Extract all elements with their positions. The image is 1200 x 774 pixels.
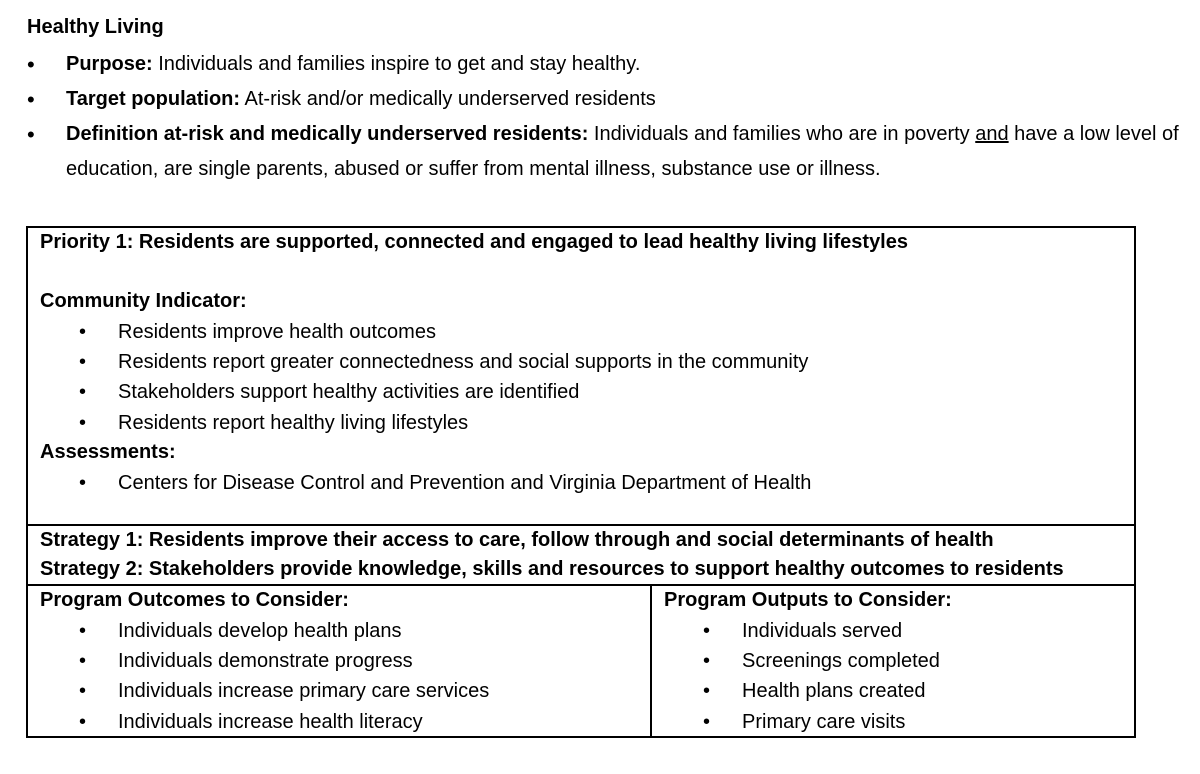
list-item: • Centers for Disease Control and Prevention and Virginia Department of Health [28,468,811,498]
program-section [28,586,1134,738]
community-indicator-list [28,317,808,438]
priority-title: Priority 1: Residents are supported, connected and engaged to lead healthy living lifestyles [40,231,908,253]
program-outputs-list [652,616,940,737]
intro-item-purpose [27,47,1197,82]
intro-text: At-risk and/or medically underserved residents [240,88,656,110]
list-item: • Residents report healthy living lifestyles [28,408,808,438]
intro-underlined-word: and [975,123,1009,145]
strategy-2: Strategy 2: Stakeholders provide knowledge, skills and resources to support healthy outcomes to residents [40,558,1064,580]
program-outcomes-column [28,586,652,738]
list-item: • Primary care visits [652,707,940,737]
intro-item-definition [27,117,1197,187]
assessments-heading: Assessments: [40,441,176,463]
list-item: • Residents improve health outcomes [28,317,808,347]
intro-label: Purpose: [66,53,153,75]
intro-text: Individuals and families who are in poverty [588,123,976,145]
list-item: • Health plans created [652,676,940,706]
program-outcomes-list [28,616,489,737]
intro-text: Individuals and families inspire to get and stay healthy. [152,53,641,75]
intro-text: have a low level of education, are single parents, abused or suffer from mental illness, substance use or illness. [66,123,1179,180]
list-item: • Residents report greater connectedness and social supports in the community [28,347,808,377]
list-item: • Screenings completed [652,646,940,676]
intro-label: Target population: [66,88,241,110]
program-outputs-heading: Program Outputs to Consider: [664,589,952,611]
program-outputs-column [652,586,1136,738]
list-item: • Individuals served [652,616,940,646]
priority-table [26,226,1136,738]
priority-section [28,228,1134,526]
intro-label: Definition at-risk and medically underserved residents: [66,123,589,145]
list-item: • Individuals increase primary care services [28,676,489,706]
strategy-section [28,526,1134,586]
intro-list [27,47,1197,187]
section-heading: Healthy Living [27,16,164,38]
list-item: • Individuals increase health literacy [28,707,489,737]
list-item: • Stakeholders support healthy activities are identified [28,377,808,407]
assessments-list [28,468,811,498]
intro-item-target-population [27,82,1197,117]
program-outcomes-heading: Program Outcomes to Consider: [40,589,349,611]
list-item: • Individuals develop health plans [28,616,489,646]
community-indicator-heading: Community Indicator: [40,290,247,312]
strategy-1: Strategy 1: Residents improve their access to care, follow through and social determinants of health [40,529,994,551]
list-item: • Individuals demonstrate progress [28,646,489,676]
